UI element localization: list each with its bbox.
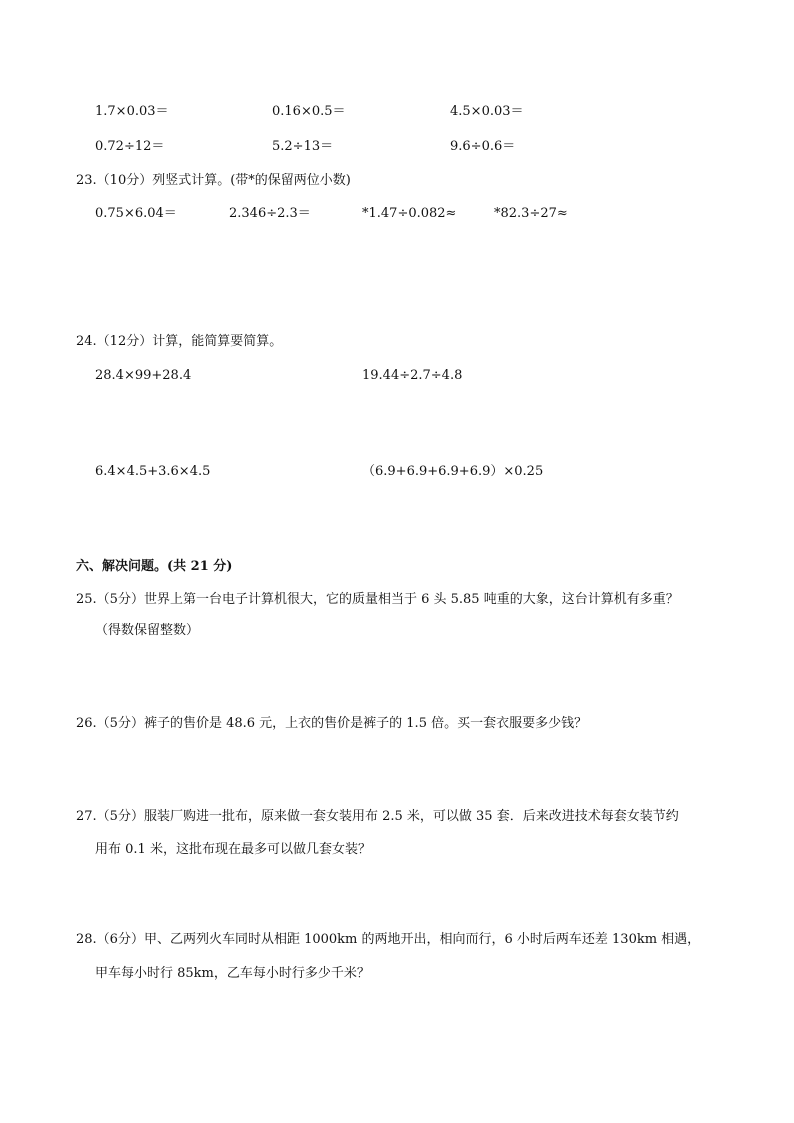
q24-item3: 6.4×4.5+3.6×4.5 [95,464,211,479]
calc-row1-item2: 0.16×0.5＝ [272,104,346,119]
q28-line2: 甲车每小时行 85km，乙车每小时行多少千米？ [95,966,370,981]
q28-line1: 28.（6分）甲、乙两列火车同时从相距 1000km 的两地开出，相向而行，6 小时后两车还差 130km 相遇， [76,932,701,947]
q23-item3: *1.47÷0.082≈ [362,206,457,221]
q23-item4: *82.3÷27≈ [494,206,568,221]
calc-row1-item3: 4.5×0.03＝ [450,104,524,119]
q24-item1: 28.4×99+28.4 [95,368,192,383]
calc-row1-item1: 1.7×0.03＝ [95,104,169,119]
q27-line1: 27.（5分）服装厂购进一批布，原来做一套女装用布 2.5 米，可以做 35 套．后来改进技术每套女装节约 [76,809,679,824]
q25-line1: 25.（5分）世界上第一台电子计算机很大，它的质量相当于 6 头 5.85 吨重的大象，这台计算机有多重？ [76,592,679,607]
q23-item2: 2.346÷2.3＝ [229,206,311,221]
calc-row2-item3: 9.6÷0.6＝ [450,139,516,154]
q25-line2: （得数保留整数） [95,623,200,638]
q23-item1: 0.75×6.04＝ [95,206,177,221]
q26-line1: 26.（5分）裤子的售价是 48.6 元，上衣的售价是裤子的 1.5 倍。买一套衣服要多少钱？ [76,716,588,731]
q24-title: 24.（12分）计算，能简算要简算。 [76,334,283,349]
section6-title: 六、解决问题。(共 21 分) [76,559,233,574]
q24-item2: 19.44÷2.7÷4.8 [362,368,463,383]
calc-row2-item1: 0.72÷12＝ [95,139,165,154]
calc-row2-item2: 5.2÷13＝ [272,139,334,154]
q27-line2: 用布 0.1 米，这批布现在最多可以做几套女装？ [95,842,371,857]
q24-item4: （6.9+6.9+6.9+6.9）×0.25 [362,464,544,479]
q23-title: 23.（10分）列竖式计算。(带*的保留两位小数) [76,173,351,188]
